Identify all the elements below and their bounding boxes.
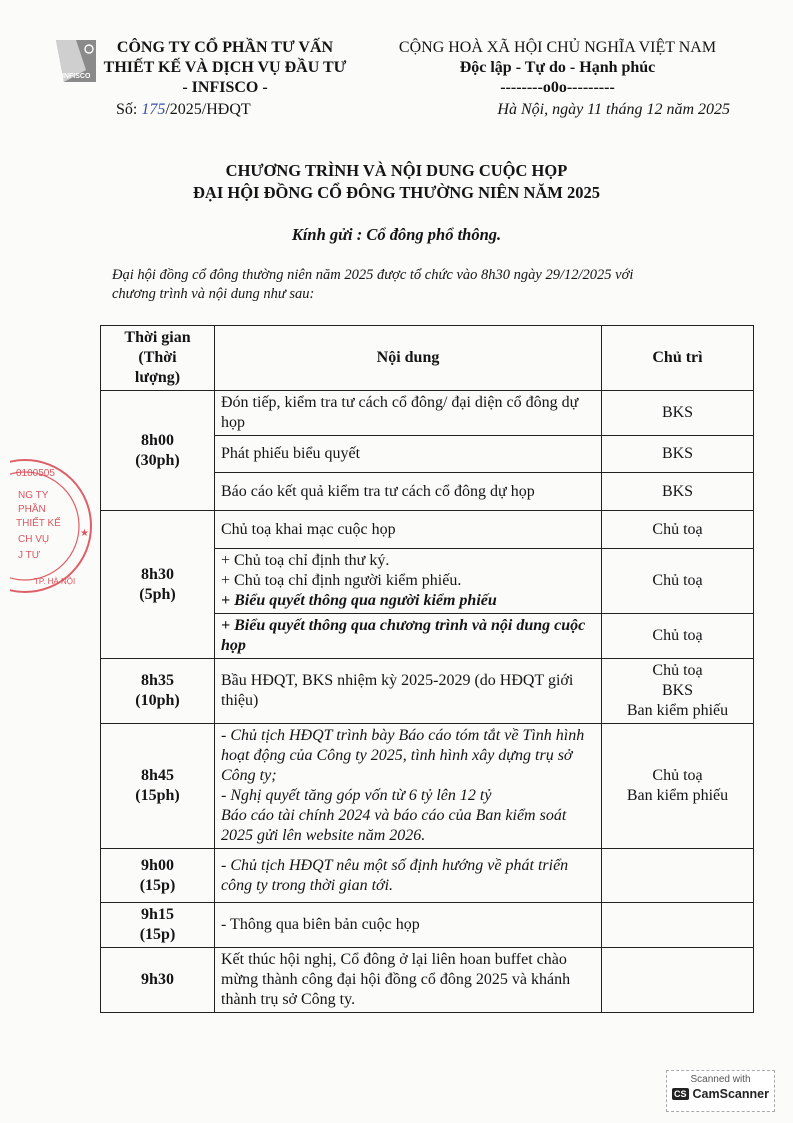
time-cell: 8h00 (30ph) [101, 391, 215, 511]
svg-text:CH VỤ: CH VỤ [18, 534, 50, 545]
camscanner-watermark [666, 1070, 775, 1112]
table-row [101, 511, 754, 549]
doc-number-suffix: /2025/HĐQT [165, 101, 251, 118]
scanner-line1: Scanned with [690, 1074, 751, 1085]
intro-paragraph [112, 266, 772, 304]
content-cell: + Biểu quyết thông qua chương trình và nội dung cuộc họp [215, 614, 602, 659]
intro-line2: chương trình và nội dung như sau: [112, 286, 315, 302]
table-row [101, 849, 754, 903]
company-name-line2: THIẾT KẾ VÀ DỊCH VỤ ĐẦU TƯ [103, 59, 347, 76]
content-cell: Bầu HĐQT, BKS nhiệm kỳ 2025-2029 (do HĐQT giới thiệu) [215, 659, 602, 724]
nation-line1: CỘNG HOÀ XÃ HỘI CHỦ NGHĨA VIỆT NAM [398, 39, 717, 56]
table-row [101, 903, 754, 948]
header-time: Thời gian (Thời lượng) [101, 326, 215, 391]
chair-cell: Chủ toạ [602, 614, 754, 659]
table-header-row [101, 326, 754, 391]
chair-cell: Chủ toạ BKS Ban kiểm phiếu [602, 659, 754, 724]
svg-text:PHẦN: PHẦN [18, 504, 46, 515]
nation-motto: Độc lập - Tự do - Hạnh phúc [459, 59, 656, 76]
logo-text: INFISCO [62, 73, 91, 80]
content-cell: Báo cáo kết quả kiểm tra tư cách cổ đông dự họp [215, 473, 602, 511]
table-row [101, 724, 754, 849]
camscanner-icon: CS [674, 1089, 687, 1099]
svg-text:0100505: 0100505 [16, 468, 55, 479]
content-cell: - Chủ tịch HĐQT trình bày Báo cáo tóm tắt về Tình hình hoạt động của Công ty 2025, tình hình xây dựng trụ sở Công ty; - Nghị quyết tăng góp vốn từ 6 tỷ lên 12 tỷ Báo cáo tài chính 2024 và báo cáo của Ban kiểm soát 2025 gửi lên website năm 2026. [215, 724, 602, 849]
time-cell: 9h15 (15p) [101, 903, 215, 948]
content-cell: Phát phiếu biểu quyết [215, 436, 602, 473]
doc-number-label: Số: [116, 101, 138, 118]
table-row [101, 948, 754, 1013]
program-table [100, 325, 754, 1013]
time-cell: 8h30 (5ph) [101, 511, 215, 659]
table-row [101, 391, 754, 436]
time-cell: 8h35 (10ph) [101, 659, 215, 724]
chair-cell: Chủ toạ Ban kiểm phiếu [602, 724, 754, 849]
recipient: Kính gửi : Cổ đông phổ thông. [291, 225, 502, 244]
nation-separator: --------o0o--------- [500, 79, 615, 96]
company-name-line1: CÔNG TY CỔ PHẦN TƯ VẤN [116, 39, 334, 56]
content-cell: - Thông qua biên bản cuộc họp [215, 903, 602, 948]
time-cell: 8h45 (15ph) [101, 724, 215, 849]
svg-text:TP. HÀ NỘI: TP. HÀ NỘI [34, 577, 76, 586]
document-number [116, 101, 251, 119]
chair-cell: BKS [602, 436, 754, 473]
scanner-line2: CamScanner [692, 1087, 769, 1101]
chair-cell [602, 903, 754, 948]
chair-cell: Chủ toạ [602, 511, 754, 549]
content-cell: Chủ toạ khai mạc cuộc họp [215, 511, 602, 549]
svg-text:NG TY: NG TY [18, 490, 49, 501]
title-line1: CHƯƠNG TRÌNH VÀ NỘI DUNG CUỘC HỌP [225, 161, 568, 180]
chair-cell: BKS [602, 391, 754, 436]
chair-cell [602, 849, 754, 903]
title-line2: ĐẠI HỘI ĐỒNG CỔ ĐÔNG THƯỜNG NIÊN NĂM 2025 [192, 183, 600, 202]
svg-text:J TƯ: J TƯ [18, 550, 41, 561]
company-logo [56, 40, 96, 82]
header-chair: Chủ trì [602, 326, 754, 391]
chair-cell: Chủ toạ [602, 549, 754, 614]
table-row [101, 659, 754, 724]
company-header [100, 38, 350, 98]
svg-text:THIẾT KẾ: THIẾT KẾ [16, 518, 61, 529]
svg-text:★: ★ [80, 528, 89, 539]
chair-cell: BKS [602, 473, 754, 511]
time-cell: 9h30 [101, 948, 215, 1013]
intro-line1: Đại hội đồng cổ đông thường niên năm 2025 được tổ chức vào 8h30 ngày 29/12/2025 với [112, 267, 634, 283]
content-cell: + Chủ toạ chỉ định thư ký. + Chủ toạ chỉ định người kiểm phiếu. + Biểu quyết thông qua người kiểm phiếu [215, 549, 602, 614]
company-seal [10, 456, 100, 596]
doc-number-handwritten: 175 [141, 101, 166, 118]
content-cell: - Chủ tịch HĐQT nêu một số định hướng về phát triển công ty trong thời gian tới. [215, 849, 602, 903]
time-cell: 9h00 (15p) [101, 849, 215, 903]
content-cell: Kết thúc hội nghị, Cổ đông ở lại liên hoan buffet chào mừng thành công đại hội đồng cổ đông 2025 và khánh thành trụ sở Công ty. [215, 948, 602, 1013]
chair-cell [602, 948, 754, 1013]
header-content: Nội dung [215, 326, 602, 391]
national-header [385, 38, 730, 98]
content-cell: Đón tiếp, kiểm tra tư cách cổ đông/ đại diện cổ đông dự họp [215, 391, 602, 436]
issue-date: Hà Nội, ngày 11 tháng 12 năm 2025 [497, 101, 730, 118]
company-short-name: - INFISCO - [182, 79, 268, 96]
